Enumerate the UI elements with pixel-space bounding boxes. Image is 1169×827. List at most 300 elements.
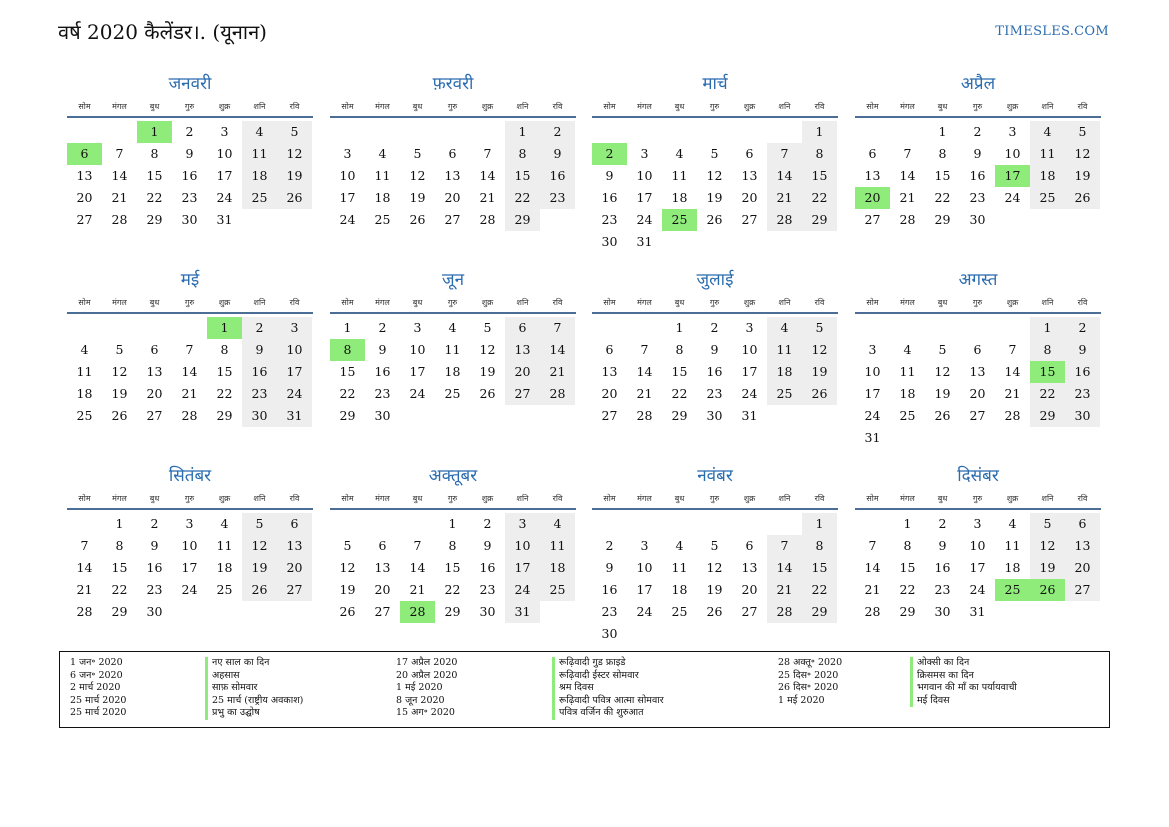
day-cell[interactable]: 30	[934, 604, 951, 619]
holiday-day-cell[interactable]: 8	[330, 339, 365, 361]
day-cell[interactable]: 11	[899, 364, 916, 379]
day-cell[interactable]: 14	[409, 560, 426, 575]
day-cell[interactable]: 26	[111, 408, 128, 423]
day-cell[interactable]: 5	[343, 538, 352, 553]
day-cell[interactable]: 29	[505, 209, 540, 231]
day-cell[interactable]: 13	[505, 339, 540, 361]
day-cell[interactable]: 31	[277, 405, 312, 427]
day-cell[interactable]: 26	[706, 604, 723, 619]
day-cell[interactable]: 24	[864, 408, 881, 423]
day-cell[interactable]: 15	[802, 165, 837, 187]
day-cell[interactable]: 17	[636, 582, 653, 597]
day-cell[interactable]: 7	[1008, 342, 1017, 357]
day-cell[interactable]: 8	[938, 146, 947, 161]
day-cell[interactable]: 13	[741, 168, 758, 183]
day-cell[interactable]: 30	[706, 408, 723, 423]
day-cell[interactable]: 17	[181, 560, 198, 575]
day-cell[interactable]: 22	[505, 187, 540, 209]
day-cell[interactable]: 3	[640, 146, 649, 161]
day-cell[interactable]: 10	[741, 342, 758, 357]
day-cell[interactable]: 17	[505, 557, 540, 579]
day-cell[interactable]: 5	[1030, 513, 1065, 535]
day-cell[interactable]: 2	[540, 121, 575, 143]
day-cell[interactable]: 22	[1030, 383, 1065, 405]
day-cell[interactable]: 4	[767, 317, 802, 339]
day-cell[interactable]: 29	[934, 212, 951, 227]
day-cell[interactable]: 19	[479, 364, 496, 379]
day-cell[interactable]: 26	[802, 383, 837, 405]
day-cell[interactable]: 3	[343, 146, 352, 161]
holiday-day-cell[interactable]: 28	[400, 601, 435, 623]
day-cell[interactable]: 10	[277, 339, 312, 361]
day-cell[interactable]: 9	[378, 342, 387, 357]
day-cell[interactable]: 11	[444, 342, 461, 357]
holiday-day-cell[interactable]: 25	[662, 209, 697, 231]
day-cell[interactable]: 12	[409, 168, 426, 183]
day-cell[interactable]: 3	[277, 317, 312, 339]
day-cell[interactable]: 30	[479, 604, 496, 619]
holiday-day-cell[interactable]: 1	[137, 121, 172, 143]
day-cell[interactable]: 12	[277, 143, 312, 165]
holiday-day-cell[interactable]: 1	[207, 317, 242, 339]
day-cell[interactable]: 11	[76, 364, 93, 379]
day-cell[interactable]: 19	[934, 386, 951, 401]
day-cell[interactable]: 18	[1030, 165, 1065, 187]
day-cell[interactable]: 7	[767, 535, 802, 557]
day-cell[interactable]: 18	[444, 364, 461, 379]
day-cell[interactable]: 6	[868, 146, 877, 161]
day-cell[interactable]: 19	[706, 582, 723, 597]
day-cell[interactable]: 22	[802, 187, 837, 209]
day-cell[interactable]: 26	[479, 386, 496, 401]
day-cell[interactable]: 26	[409, 212, 426, 227]
day-cell[interactable]: 22	[339, 386, 356, 401]
day-cell[interactable]: 5	[1065, 121, 1100, 143]
day-cell[interactable]: 16	[706, 364, 723, 379]
day-cell[interactable]: 1	[343, 320, 352, 335]
day-cell[interactable]: 13	[374, 560, 391, 575]
day-cell[interactable]: 17	[339, 190, 356, 205]
day-cell[interactable]: 26	[339, 604, 356, 619]
day-cell[interactable]: 21	[111, 190, 128, 205]
day-cell[interactable]: 17	[741, 364, 758, 379]
day-cell[interactable]: 22	[216, 386, 233, 401]
day-cell[interactable]: 7	[413, 538, 422, 553]
day-cell[interactable]: 13	[601, 364, 618, 379]
day-cell[interactable]: 28	[899, 212, 916, 227]
day-cell[interactable]: 18	[767, 361, 802, 383]
day-cell[interactable]: 9	[540, 143, 575, 165]
day-cell[interactable]: 9	[605, 560, 614, 575]
day-cell[interactable]: 26	[277, 187, 312, 209]
day-cell[interactable]: 30	[374, 408, 391, 423]
day-cell[interactable]: 14	[864, 560, 881, 575]
day-cell[interactable]: 6	[745, 538, 754, 553]
day-cell[interactable]: 28	[767, 601, 802, 623]
day-cell[interactable]: 24	[969, 582, 986, 597]
day-cell[interactable]: 1	[1030, 317, 1065, 339]
day-cell[interactable]: 29	[111, 604, 128, 619]
day-cell[interactable]: 31	[636, 234, 653, 249]
day-cell[interactable]: 14	[479, 168, 496, 183]
day-cell[interactable]: 4	[675, 146, 684, 161]
day-cell[interactable]: 10	[181, 538, 198, 553]
day-cell[interactable]: 8	[115, 538, 124, 553]
day-cell[interactable]: 25	[374, 212, 391, 227]
day-cell[interactable]: 27	[374, 604, 391, 619]
day-cell[interactable]: 17	[216, 168, 233, 183]
day-cell[interactable]: 23	[540, 187, 575, 209]
day-cell[interactable]: 12	[802, 339, 837, 361]
day-cell[interactable]: 27	[1065, 579, 1100, 601]
day-cell[interactable]: 22	[146, 190, 163, 205]
day-cell[interactable]: 16	[1065, 361, 1100, 383]
day-cell[interactable]: 6	[1065, 513, 1100, 535]
day-cell[interactable]: 28	[767, 209, 802, 231]
day-cell[interactable]: 29	[1030, 405, 1065, 427]
day-cell[interactable]: 24	[409, 386, 426, 401]
day-cell[interactable]: 31	[864, 430, 881, 445]
day-cell[interactable]: 16	[181, 168, 198, 183]
day-cell[interactable]: 30	[181, 212, 198, 227]
day-cell[interactable]: 20	[374, 582, 391, 597]
day-cell[interactable]: 12	[1065, 143, 1100, 165]
day-cell[interactable]: 23	[706, 386, 723, 401]
day-cell[interactable]: 5	[710, 538, 719, 553]
day-cell[interactable]: 8	[220, 342, 229, 357]
holiday-day-cell[interactable]: 26	[1030, 579, 1065, 601]
day-cell[interactable]: 7	[640, 342, 649, 357]
day-cell[interactable]: 16	[540, 165, 575, 187]
day-cell[interactable]: 22	[444, 582, 461, 597]
day-cell[interactable]: 24	[505, 579, 540, 601]
day-cell[interactable]: 4	[220, 516, 229, 531]
day-cell[interactable]: 31	[741, 408, 758, 423]
day-cell[interactable]: 9	[710, 342, 719, 357]
day-cell[interactable]: 9	[483, 538, 492, 553]
day-cell[interactable]: 15	[444, 560, 461, 575]
day-cell[interactable]: 31	[216, 212, 233, 227]
day-cell[interactable]: 19	[242, 557, 277, 579]
day-cell[interactable]: 12	[111, 364, 128, 379]
day-cell[interactable]: 10	[969, 538, 986, 553]
day-cell[interactable]: 14	[899, 168, 916, 183]
day-cell[interactable]: 30	[242, 405, 277, 427]
day-cell[interactable]: 20	[444, 190, 461, 205]
day-cell[interactable]: 13	[76, 168, 93, 183]
day-cell[interactable]: 21	[864, 582, 881, 597]
day-cell[interactable]: 14	[181, 364, 198, 379]
day-cell[interactable]: 7	[868, 538, 877, 553]
day-cell[interactable]: 15	[146, 168, 163, 183]
day-cell[interactable]: 18	[540, 557, 575, 579]
day-cell[interactable]: 5	[802, 317, 837, 339]
day-cell[interactable]: 22	[934, 190, 951, 205]
day-cell[interactable]: 13	[969, 364, 986, 379]
day-cell[interactable]: 20	[76, 190, 93, 205]
day-cell[interactable]: 8	[448, 538, 457, 553]
day-cell[interactable]: 5	[413, 146, 422, 161]
day-cell[interactable]: 19	[339, 582, 356, 597]
day-cell[interactable]: 4	[448, 320, 457, 335]
day-cell[interactable]: 3	[868, 342, 877, 357]
day-cell[interactable]: 15	[899, 560, 916, 575]
day-cell[interactable]: 13	[741, 560, 758, 575]
day-cell[interactable]: 23	[934, 582, 951, 597]
day-cell[interactable]: 23	[969, 190, 986, 205]
day-cell[interactable]: 3	[220, 124, 229, 139]
day-cell[interactable]: 22	[802, 579, 837, 601]
day-cell[interactable]: 28	[111, 212, 128, 227]
day-cell[interactable]: 29	[339, 408, 356, 423]
day-cell[interactable]: 23	[181, 190, 198, 205]
day-cell[interactable]: 6	[745, 146, 754, 161]
day-cell[interactable]: 20	[505, 361, 540, 383]
day-cell[interactable]: 26	[934, 408, 951, 423]
day-cell[interactable]: 2	[1065, 317, 1100, 339]
day-cell[interactable]: 21	[181, 386, 198, 401]
day-cell[interactable]: 10	[636, 168, 653, 183]
day-cell[interactable]: 28	[636, 408, 653, 423]
day-cell[interactable]: 22	[111, 582, 128, 597]
day-cell[interactable]: 6	[277, 513, 312, 535]
day-cell[interactable]: 14	[767, 165, 802, 187]
day-cell[interactable]: 27	[76, 212, 93, 227]
day-cell[interactable]: 27	[864, 212, 881, 227]
day-cell[interactable]: 11	[540, 535, 575, 557]
day-cell[interactable]: 3	[973, 516, 982, 531]
day-cell[interactable]: 27	[505, 383, 540, 405]
day-cell[interactable]: 30	[601, 626, 618, 641]
day-cell[interactable]: 23	[479, 582, 496, 597]
day-cell[interactable]: 9	[973, 146, 982, 161]
day-cell[interactable]: 19	[706, 190, 723, 205]
day-cell[interactable]: 11	[216, 538, 233, 553]
day-cell[interactable]: 22	[671, 386, 688, 401]
day-cell[interactable]: 19	[802, 361, 837, 383]
day-cell[interactable]: 3	[413, 320, 422, 335]
day-cell[interactable]: 24	[741, 386, 758, 401]
day-cell[interactable]: 15	[671, 364, 688, 379]
day-cell[interactable]: 16	[601, 190, 618, 205]
day-cell[interactable]: 24	[636, 604, 653, 619]
holiday-day-cell[interactable]: 20	[855, 187, 890, 209]
day-cell[interactable]: 5	[483, 320, 492, 335]
day-cell[interactable]: 3	[1008, 124, 1017, 139]
day-cell[interactable]: 2	[242, 317, 277, 339]
day-cell[interactable]: 2	[378, 320, 387, 335]
day-cell[interactable]: 16	[479, 560, 496, 575]
day-cell[interactable]: 12	[339, 560, 356, 575]
day-cell[interactable]: 15	[216, 364, 233, 379]
day-cell[interactable]: 5	[710, 146, 719, 161]
day-cell[interactable]: 5	[242, 513, 277, 535]
day-cell[interactable]: 30	[1065, 405, 1100, 427]
day-cell[interactable]: 31	[505, 601, 540, 623]
day-cell[interactable]: 20	[969, 386, 986, 401]
site-link[interactable]: TIMESLES.COM	[995, 24, 1109, 39]
day-cell[interactable]: 8	[150, 146, 159, 161]
holiday-day-cell[interactable]: 6	[67, 143, 102, 165]
day-cell[interactable]: 3	[185, 516, 194, 531]
day-cell[interactable]: 14	[1004, 364, 1021, 379]
day-cell[interactable]: 27	[741, 604, 758, 619]
day-cell[interactable]: 12	[934, 364, 951, 379]
day-cell[interactable]: 3	[640, 538, 649, 553]
day-cell[interactable]: 9	[1065, 339, 1100, 361]
day-cell[interactable]: 10	[339, 168, 356, 183]
day-cell[interactable]: 25	[671, 604, 688, 619]
day-cell[interactable]: 6	[505, 317, 540, 339]
day-cell[interactable]: 20	[1065, 557, 1100, 579]
day-cell[interactable]: 3	[745, 320, 754, 335]
day-cell[interactable]: 4	[903, 342, 912, 357]
day-cell[interactable]: 6	[150, 342, 159, 357]
day-cell[interactable]: 4	[1008, 516, 1017, 531]
day-cell[interactable]: 16	[146, 560, 163, 575]
day-cell[interactable]: 1	[115, 516, 124, 531]
day-cell[interactable]: 28	[76, 604, 93, 619]
day-cell[interactable]: 29	[444, 604, 461, 619]
day-cell[interactable]: 18	[1004, 560, 1021, 575]
day-cell[interactable]: 21	[409, 582, 426, 597]
day-cell[interactable]: 29	[671, 408, 688, 423]
day-cell[interactable]: 8	[505, 143, 540, 165]
day-cell[interactable]: 6	[378, 538, 387, 553]
day-cell[interactable]: 26	[1065, 187, 1100, 209]
day-cell[interactable]: 21	[767, 579, 802, 601]
day-cell[interactable]: 2	[973, 124, 982, 139]
day-cell[interactable]: 16	[374, 364, 391, 379]
day-cell[interactable]: 30	[601, 234, 618, 249]
day-cell[interactable]: 25	[1030, 187, 1065, 209]
day-cell[interactable]: 9	[242, 339, 277, 361]
day-cell[interactable]: 17	[409, 364, 426, 379]
day-cell[interactable]: 25	[76, 408, 93, 423]
day-cell[interactable]: 23	[374, 386, 391, 401]
holiday-day-cell[interactable]: 17	[995, 165, 1030, 187]
day-cell[interactable]: 11	[671, 560, 688, 575]
day-cell[interactable]: 1	[505, 121, 540, 143]
day-cell[interactable]: 19	[1065, 165, 1100, 187]
day-cell[interactable]: 10	[505, 535, 540, 557]
day-cell[interactable]: 24	[181, 582, 198, 597]
day-cell[interactable]: 27	[741, 212, 758, 227]
day-cell[interactable]: 16	[969, 168, 986, 183]
day-cell[interactable]: 29	[802, 209, 837, 231]
day-cell[interactable]: 11	[671, 168, 688, 183]
day-cell[interactable]: 7	[80, 538, 89, 553]
day-cell[interactable]: 21	[767, 187, 802, 209]
day-cell[interactable]: 29	[899, 604, 916, 619]
day-cell[interactable]: 9	[605, 168, 614, 183]
day-cell[interactable]: 8	[802, 535, 837, 557]
day-cell[interactable]: 20	[741, 190, 758, 205]
day-cell[interactable]: 24	[277, 383, 312, 405]
day-cell[interactable]: 10	[216, 146, 233, 161]
day-cell[interactable]: 14	[76, 560, 93, 575]
day-cell[interactable]: 18	[216, 560, 233, 575]
day-cell[interactable]: 27	[969, 408, 986, 423]
day-cell[interactable]: 15	[802, 557, 837, 579]
day-cell[interactable]: 14	[111, 168, 128, 183]
day-cell[interactable]: 12	[479, 342, 496, 357]
day-cell[interactable]: 27	[146, 408, 163, 423]
day-cell[interactable]: 10	[864, 364, 881, 379]
day-cell[interactable]: 1	[802, 513, 837, 535]
day-cell[interactable]: 10	[636, 560, 653, 575]
day-cell[interactable]: 30	[146, 604, 163, 619]
day-cell[interactable]: 8	[903, 538, 912, 553]
day-cell[interactable]: 23	[146, 582, 163, 597]
day-cell[interactable]: 15	[934, 168, 951, 183]
day-cell[interactable]: 24	[339, 212, 356, 227]
day-cell[interactable]: 2	[605, 538, 614, 553]
day-cell[interactable]: 7	[540, 317, 575, 339]
day-cell[interactable]: 23	[242, 383, 277, 405]
day-cell[interactable]: 12	[242, 535, 277, 557]
day-cell[interactable]: 21	[540, 361, 575, 383]
day-cell[interactable]: 7	[115, 146, 124, 161]
day-cell[interactable]: 28	[479, 212, 496, 227]
day-cell[interactable]: 25	[540, 579, 575, 601]
day-cell[interactable]: 18	[242, 165, 277, 187]
day-cell[interactable]: 6	[973, 342, 982, 357]
day-cell[interactable]: 13	[146, 364, 163, 379]
day-cell[interactable]: 2	[150, 516, 159, 531]
day-cell[interactable]: 1	[802, 121, 837, 143]
day-cell[interactable]: 12	[1030, 535, 1065, 557]
day-cell[interactable]: 24	[216, 190, 233, 205]
day-cell[interactable]: 4	[378, 146, 387, 161]
day-cell[interactable]: 27	[277, 579, 312, 601]
day-cell[interactable]: 22	[899, 582, 916, 597]
day-cell[interactable]: 25	[444, 386, 461, 401]
day-cell[interactable]: 7	[483, 146, 492, 161]
day-cell[interactable]: 21	[1004, 386, 1021, 401]
day-cell[interactable]: 26	[706, 212, 723, 227]
day-cell[interactable]: 1	[938, 124, 947, 139]
day-cell[interactable]: 20	[146, 386, 163, 401]
day-cell[interactable]: 17	[277, 361, 312, 383]
day-cell[interactable]: 6	[448, 146, 457, 161]
day-cell[interactable]: 4	[675, 538, 684, 553]
day-cell[interactable]: 28	[864, 604, 881, 619]
day-cell[interactable]: 5	[938, 342, 947, 357]
day-cell[interactable]: 28	[540, 383, 575, 405]
day-cell[interactable]: 19	[1030, 557, 1065, 579]
day-cell[interactable]: 16	[601, 582, 618, 597]
day-cell[interactable]: 23	[601, 604, 618, 619]
day-cell[interactable]: 21	[479, 190, 496, 205]
day-cell[interactable]: 17	[969, 560, 986, 575]
day-cell[interactable]: 8	[1030, 339, 1065, 361]
day-cell[interactable]: 25	[899, 408, 916, 423]
day-cell[interactable]: 25	[767, 383, 802, 405]
day-cell[interactable]: 12	[706, 560, 723, 575]
day-cell[interactable]: 7	[767, 143, 802, 165]
day-cell[interactable]: 28	[181, 408, 198, 423]
day-cell[interactable]: 4	[242, 121, 277, 143]
day-cell[interactable]: 10	[409, 342, 426, 357]
day-cell[interactable]: 2	[710, 320, 719, 335]
day-cell[interactable]: 9	[150, 538, 159, 553]
day-cell[interactable]: 8	[802, 143, 837, 165]
day-cell[interactable]: 14	[767, 557, 802, 579]
day-cell[interactable]: 16	[242, 361, 277, 383]
day-cell[interactable]: 6	[605, 342, 614, 357]
day-cell[interactable]: 15	[111, 560, 128, 575]
